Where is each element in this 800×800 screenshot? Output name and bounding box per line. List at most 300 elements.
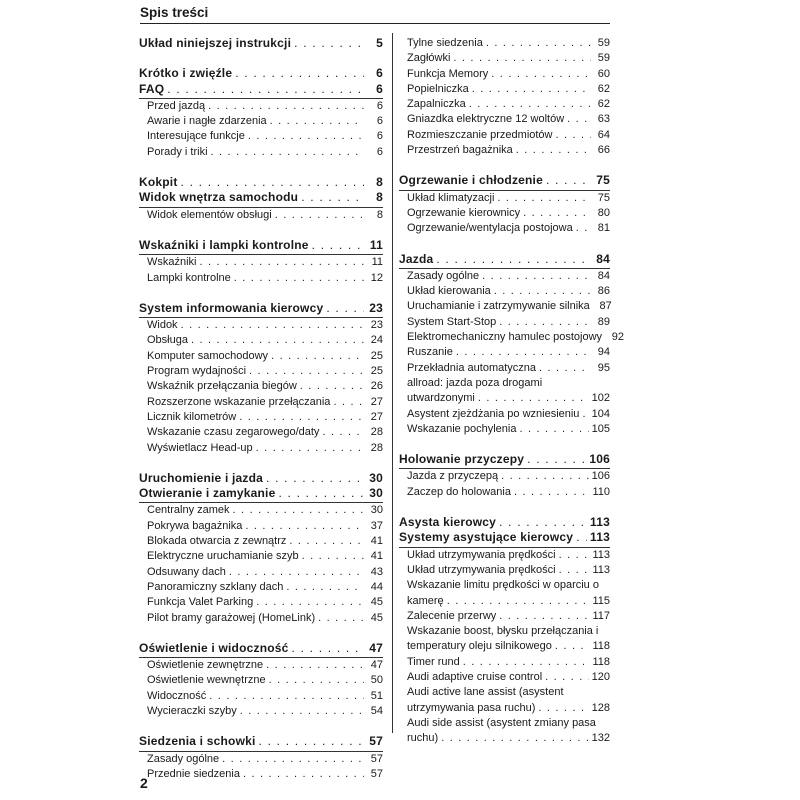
toc-entry-title: Awarie i nagłe zdarzenia [147,115,267,128]
toc-section-entry[interactable] [399,173,610,190]
toc-entry[interactable] [399,143,610,158]
toc-entry-title: Wskazanie boost, błysku przełączania i [407,625,599,638]
toc-entry[interactable] [139,503,383,518]
toc-entry[interactable] [139,349,383,364]
leader-dots [326,301,364,316]
toc-entry-title: Pilot bramy garażowej (HomeLink) [147,611,316,624]
toc-entry[interactable] [399,206,610,221]
toc-entry[interactable] [139,752,383,767]
toc-section-entry[interactable] [139,36,383,51]
toc-page-number: 57 [370,767,383,780]
toc-entry[interactable] [399,563,610,578]
toc-entry[interactable] [399,469,610,484]
toc-entry[interactable] [399,391,610,406]
leader-dots [559,548,590,563]
toc-page-number: 87 [599,300,612,313]
toc-entry[interactable] [399,407,610,422]
toc-page-number: 113 [590,515,610,530]
toc-page-number: 113 [592,563,610,576]
leader-dots [491,67,591,82]
toc-entry-title: Krótko i zwięźle [139,66,233,81]
toc-entry-title: Porady i triki [147,145,208,158]
toc-entry[interactable] [139,99,383,114]
toc-entry[interactable] [139,114,383,129]
leader-dots [269,673,364,688]
leader-dots [499,515,587,530]
toc-entry-title: Interesujące funkcje [147,130,245,143]
toc-entry[interactable] [399,299,610,314]
toc-entry-title: Pokrywa bagażnika [147,519,243,532]
toc-page-number: 5 [376,36,383,50]
leader-dots [546,173,591,188]
toc-section-entry[interactable] [139,641,383,658]
toc-page-number: 84 [597,269,610,282]
toc-entry[interactable] [139,534,383,549]
toc-page-number: 113 [590,530,610,545]
toc-entry[interactable] [139,425,383,440]
leader-dots [275,208,364,223]
toc-entry-title: Widok wnętrza samochodu [139,190,299,205]
leader-dots [453,51,591,66]
toc-section-entry[interactable] [399,252,610,269]
toc-entry-title: Otwieranie i zamykanie [139,486,276,501]
leader-dots [516,143,591,158]
toc-entry-title: FAQ [139,81,165,96]
toc-entry-title: Uruchamianie i zatrzymywanie silnika [407,300,590,313]
toc-page-number: 44 [370,580,383,593]
toc-page-number: 59 [597,37,610,49]
toc-entry-title: Odsuwany dach [147,565,226,578]
toc-page-number: 104 [591,407,610,420]
leader-dots [322,425,364,440]
toc-entry-title: Elektromechaniczny hamulec postojowy [407,331,603,344]
toc-page-number: 23 [369,300,383,315]
toc-page-number: 115 [592,594,610,607]
toc-page-number: 62 [597,82,610,95]
leader-dots [447,594,590,609]
toc-entry[interactable] [139,318,383,333]
toc-entry[interactable] [399,731,610,746]
toc-entry[interactable] [139,595,383,610]
toc-entry-title: Funkcja Valet Parking [147,596,254,609]
leader-dots [256,595,364,610]
toc-entry-title: Gniazdka elektryczne 12 woltów [407,113,565,126]
toc-entry-title: Panoramiczny szklany dach [147,580,284,593]
toc-page-number: 25 [370,349,383,362]
leader-dots [456,345,591,360]
leader-dots [469,97,591,112]
toc-entry-title: System informowania kierowcy [139,300,324,315]
toc-page-number: 62 [597,98,610,111]
toc-entry-title: Holowanie przyczepy [399,452,525,467]
leader-dots [478,391,589,406]
leader-dots [301,190,364,205]
toc-page-number: 45 [370,611,383,624]
toc-page-number: 23 [370,319,383,332]
leader-dots [527,452,586,467]
toc-entry-title: Audi side assist (asystent zmiany pasa [407,716,596,729]
page-title: Spis treści [140,5,209,20]
toc-entry[interactable] [399,82,610,97]
toc-entry[interactable] [399,330,625,345]
leader-dots [229,565,364,580]
toc-page-number: 11 [369,237,383,252]
leader-dots [556,128,592,143]
toc-entry[interactable] [399,701,610,716]
toc-entry[interactable] [139,271,383,286]
toc-section-entry[interactable] [139,66,383,81]
leader-dots [191,333,364,348]
toc-page-number: 57 [369,734,383,749]
toc-entry-title: Asysta kierowcy [399,515,497,530]
leader-dots [499,609,589,624]
toc-section-entry[interactable] [139,175,383,190]
toc-page-number: 118 [592,655,610,668]
toc-page-number: 80 [597,206,610,219]
leader-dots [501,469,589,484]
toc-entry-title: temperatury oleju silnikowego [407,640,552,653]
leader-dots [523,206,591,221]
toc-page-number: 27 [370,395,383,408]
toc-entry[interactable] [399,609,610,624]
toc-section-entry[interactable] [139,486,383,503]
leader-dots [200,255,364,270]
toc-right-column [399,36,625,746]
leader-dots [233,503,364,518]
toc-entry-title: System Start-Stop [407,315,497,328]
leader-dots [538,701,588,716]
toc-entry[interactable] [139,549,383,564]
leader-dots [555,639,590,654]
toc-page-number: 30 [369,470,383,485]
leader-dots [302,549,364,564]
toc-entry-title: utrzymywania pasa ruchu) [407,701,536,714]
toc-page-number: 43 [370,565,383,578]
toc-page-number: 6 [376,130,383,143]
leader-dots [576,530,587,545]
toc-page-number: 30 [369,486,383,501]
toc-entry[interactable] [139,333,383,348]
leader-dots [245,519,364,534]
toc-entry[interactable] [139,410,383,425]
toc-entry[interactable] [139,580,383,595]
toc-entry[interactable] [139,689,383,704]
toc-section-entry[interactable] [139,471,383,486]
toc-entry[interactable] [399,315,610,330]
leader-dots [209,689,364,704]
toc-entry[interactable] [399,284,610,299]
toc-page-number: 94 [597,346,610,359]
toc-entry-title: Lampki kontrolne [147,271,231,284]
toc-entry[interactable] [399,376,610,391]
toc-entry[interactable] [399,97,610,112]
toc-section-entry[interactable] [139,301,383,318]
page-number: 2 [140,775,148,791]
leader-dots [514,485,589,500]
toc-section-entry[interactable] [399,515,610,530]
toc-entry[interactable] [139,673,383,688]
toc-entry[interactable] [399,345,610,360]
toc-page-number: 51 [370,689,383,702]
toc-entry-title: utwardzonymi [407,392,475,405]
toc-page-number: 59 [597,52,610,65]
toc-section-entry[interactable] [399,530,610,547]
leader-dots [559,563,590,578]
toc-entry[interactable] [399,112,610,127]
leader-dots [248,129,364,144]
toc-entry-title: Audi adaptive cruise control [407,670,543,683]
toc-entry[interactable] [139,395,383,410]
toc-entry-title: Wskazanie czasu zegarowego/daty [147,426,320,439]
toc-page-number: 8 [376,175,383,190]
toc-entry[interactable] [139,519,383,534]
toc-entry-title: Timer rund [407,655,460,668]
toc-page-number: 6 [376,99,383,112]
leader-dots [292,641,364,656]
toc-entry-title: Przekładnia automatyczna [407,361,537,374]
toc-entry-title: Popielniczka [407,82,469,95]
toc-page-number: 102 [591,392,610,405]
toc-page-number: 81 [597,222,610,235]
leader-dots [240,704,364,719]
toc-page-number: 66 [597,144,610,157]
toc-entry[interactable] [399,624,610,639]
leader-dots [486,36,591,51]
leader-dots [270,114,364,129]
toc-entry-title: Układ niniejszej instrukcji [139,36,292,50]
toc-entry-title: Ogrzewanie i chłodzenie [399,173,543,188]
toc-left-column [139,36,383,782]
leader-dots [312,238,364,253]
toc-entry-title: Przednie siedzenia [147,767,240,780]
toc-entry[interactable] [139,704,383,719]
toc-page-number: 6 [376,145,383,158]
toc-page-number: 118 [592,640,610,653]
toc-page-number: 28 [370,426,383,439]
toc-entry-title: Siedzenia i schowki [139,734,256,749]
toc-section-entry[interactable] [139,734,383,751]
toc-entry[interactable] [399,578,610,593]
toc-entry[interactable] [399,51,610,66]
toc-entry[interactable] [399,685,610,700]
leader-dots [300,379,364,394]
toc-entry[interactable] [139,364,383,379]
toc-entry-title: Zaczep do holowania [407,485,511,498]
toc-entry-title: Kokpit [139,175,178,190]
leader-dots [243,767,364,782]
toc-entry[interactable] [399,128,610,143]
toc-entry-title: Asystent zjeżdżania po wzniesieniu [407,407,580,420]
leader-dots [266,658,364,673]
toc-entry-title: Ogrzewanie/wentylacja postojowa [407,222,573,235]
toc-entry[interactable] [399,670,610,685]
toc-entry[interactable] [139,129,383,144]
toc-page-number: 8 [376,190,383,205]
toc-page-number: 45 [370,596,383,609]
leader-dots [333,395,364,410]
toc-page-number: 110 [592,485,610,498]
toc-section-entry[interactable] [139,238,383,255]
toc-entry[interactable] [399,655,610,670]
leader-dots [519,422,588,437]
toc-entry-title: Zasady ogólne [147,752,220,765]
toc-page-number: 6 [376,81,383,96]
toc-page-number: 75 [597,191,610,204]
toc-page-number: 106 [589,452,610,467]
toc-page-number: 37 [370,519,383,532]
leader-dots [208,99,364,114]
toc-page-number: 92 [611,331,625,344]
toc-page-number: 8 [376,208,383,221]
leader-dots [259,734,364,749]
toc-entry[interactable] [399,594,610,609]
toc-entry-title: Układ klimatyzacji [407,191,495,204]
toc-entry-title: Przed jazdą [147,99,206,112]
toc-page-number: 24 [370,334,383,347]
toc-page-number: 41 [370,535,383,548]
toc-entry[interactable] [399,221,610,236]
toc-page-number: 12 [370,271,383,284]
toc-page-number: 86 [597,285,610,298]
leader-dots [318,611,364,626]
leader-dots [582,407,588,422]
toc-entry-title: Systemy asystujące kierowcy [399,530,574,545]
leader-dots [436,252,591,267]
toc-entry-title: Wskazanie limitu prędkości w oparciu o [407,579,599,592]
leader-dots [222,752,364,767]
toc-entry[interactable] [399,191,610,206]
toc-page-number: 54 [370,704,383,717]
leader-dots [256,441,364,456]
toc-section-entry[interactable] [139,190,383,207]
leader-dots [278,486,364,501]
toc-page-number: 6 [376,115,383,128]
toc-entry[interactable] [399,422,610,437]
toc-entry-title: Program wydajności [147,365,247,378]
toc-entry-title: Ogrzewanie kierownicy [407,206,521,219]
toc-entry[interactable] [139,255,383,270]
toc-entry-title: Centralny zamek [147,504,230,517]
toc-page-number: 6 [376,66,383,81]
toc-page-number: 95 [597,361,610,374]
toc-entry-title: Rozszerzone wskazanie przełączania [147,395,331,408]
toc-page-number: 47 [370,659,383,672]
leader-dots [181,175,364,190]
leader-dots [463,655,590,670]
toc-page-number: 84 [596,251,610,266]
leader-dots [249,364,364,379]
toc-page-number: 75 [596,173,610,188]
toc-entry-title: Jazda [399,251,434,266]
toc-entry[interactable] [139,658,383,673]
toc-entry-title: Układ utrzymywania prędkości [407,563,556,576]
toc-entry-title: Wskaźniki i lampki kontrolne [139,237,309,252]
leader-dots [294,36,364,51]
toc-entry-title: Funkcja Memory [407,67,489,80]
toc-entry-title: Jazda z przyczepą [407,470,499,483]
toc-entry-title: Układ kierowania [407,285,491,298]
toc-entry-title: Zagłówki [407,52,451,65]
toc-entry-title: Oświetlenie zewnętrzne [147,659,264,672]
toc-page-number: 60 [597,67,610,80]
leader-dots [181,318,364,333]
toc-entry-title: Elektryczne uruchamianie szyb [147,550,299,563]
toc-page-number: 47 [369,640,383,655]
toc-entry[interactable] [399,361,610,376]
leader-dots [441,731,588,746]
toc-entry[interactable] [399,67,610,82]
toc-entry[interactable] [399,485,610,500]
toc-page-number: 128 [591,701,610,714]
toc-entry-title: Widoczność [147,689,207,702]
toc-entry-title: Obsługa [147,334,188,347]
toc-entry-title: Przestrzeń bagażnika [407,144,513,157]
toc-page-number: 30 [370,504,383,517]
leader-dots [499,315,591,330]
toc-entry[interactable] [399,639,610,654]
toc-section-entry[interactable] [399,452,610,469]
leader-dots [289,534,364,549]
toc-page-number: 63 [597,113,610,126]
leader-dots [497,191,591,206]
leader-dots [539,361,591,376]
leader-dots [235,66,364,81]
toc-entry[interactable] [139,145,383,160]
toc-entry[interactable] [399,716,610,731]
toc-page-number: 57 [370,752,383,765]
leader-dots [271,349,364,364]
toc-page-number: 28 [370,441,383,454]
toc-entry-title: Wskaźnik przełączania biegów [147,380,297,393]
toc-page-number: 11 [371,256,383,269]
toc-entry-title: Wskazanie pochylenia [407,422,517,435]
toc-page-number: 50 [370,674,383,687]
toc-entry[interactable] [399,36,610,51]
toc-entry-title: Tylne siedzenia [407,37,483,49]
toc-entry[interactable] [139,441,383,456]
toc-entry[interactable] [399,269,610,284]
toc-entry[interactable] [399,548,610,563]
leader-dots [234,271,364,286]
toc-entry[interactable] [139,208,383,223]
toc-entry-title: Komputer samochodowy [147,349,269,362]
toc-entry-title: Wskaźniki [147,256,197,269]
column-divider [392,33,393,733]
toc-entry-title: Wycieraczki szyby [147,704,237,717]
toc-entry-title: Zalecenie przerwy [407,609,497,622]
toc-entry-title: Ruszanie [407,346,453,359]
toc-entry[interactable] [139,767,383,782]
toc-entry-title: Wyświetlacz Head-up [147,441,253,454]
leader-dots [266,471,364,486]
toc-page-number: 26 [370,380,383,393]
leader-dots [545,670,589,685]
toc-entry-title: kamerę [407,594,444,607]
leader-dots [482,269,591,284]
toc-section-entry[interactable] [139,82,383,99]
toc-entry[interactable] [139,379,383,394]
toc-entry[interactable] [139,565,383,580]
leader-dots [239,410,364,425]
toc-entry[interactable] [139,611,383,626]
leader-dots [494,284,591,299]
toc-entry-title: Widok [147,319,178,332]
toc-page-number: 132 [591,732,610,745]
toc-entry-title: Blokada otwarcia z zewnątrz [147,535,287,548]
toc-entry-title: Audi active lane assist (asystent [407,686,564,699]
toc-entry-title: Oświetlenie i widoczność [139,640,289,655]
toc-page-number: 113 [592,548,610,561]
